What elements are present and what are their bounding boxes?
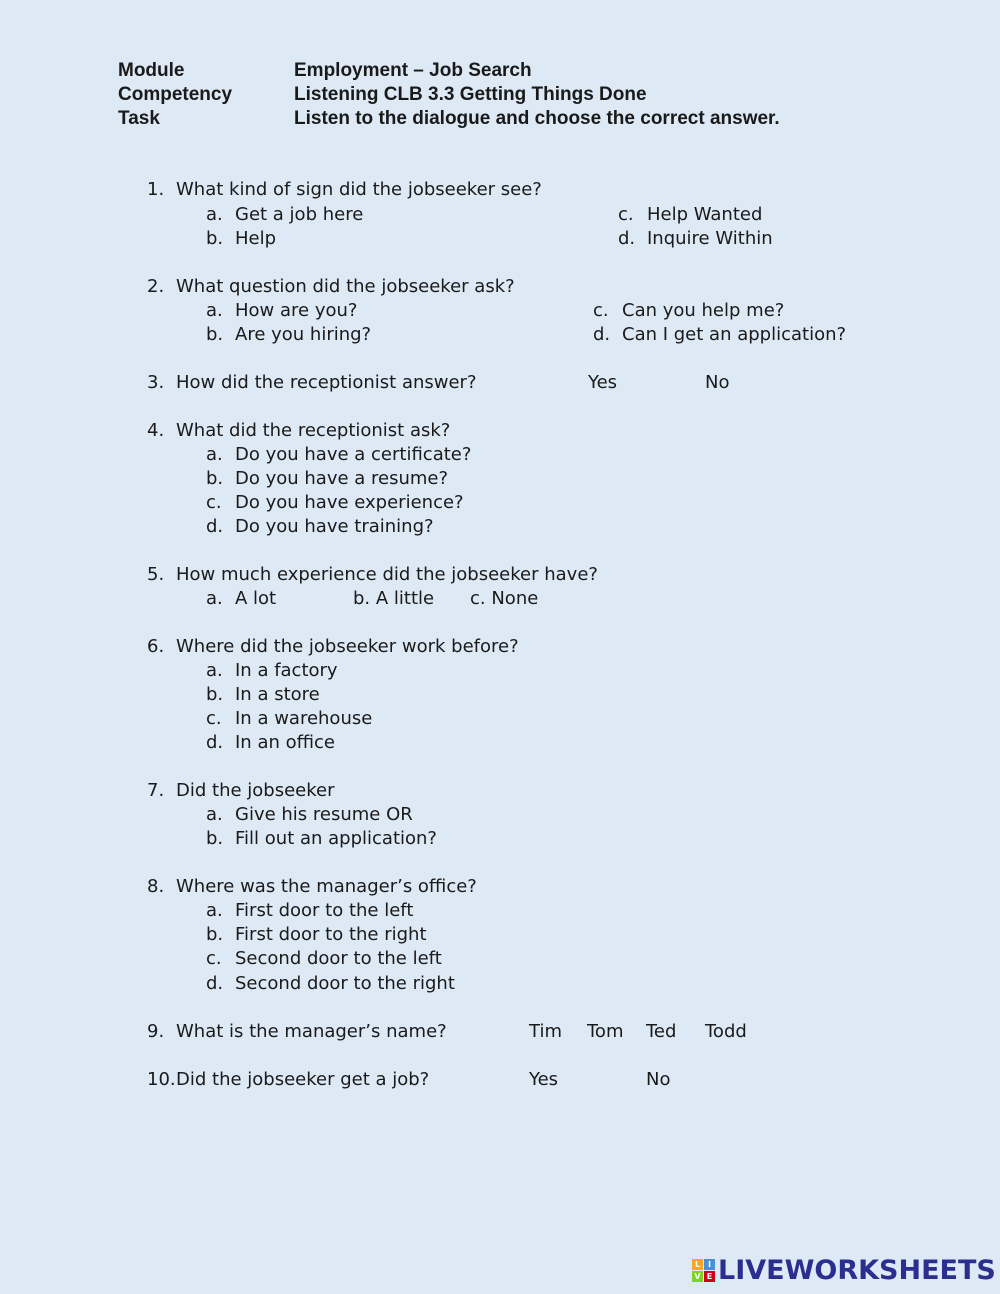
- option-letter: b.: [206, 324, 224, 345]
- option-letter: a.: [206, 660, 223, 681]
- option-letter: a.: [206, 300, 223, 321]
- option-letter: a.: [206, 804, 223, 825]
- option-letter: a.: [206, 204, 223, 225]
- option-letter: a.: [206, 900, 223, 921]
- logo-mark-icon: [692, 1259, 715, 1282]
- question-text: Did the jobseeker get a job?: [176, 1069, 430, 1090]
- option-text[interactable]: Yes: [588, 372, 618, 393]
- logo-mark-letter: V: [692, 1271, 703, 1282]
- question-number: 9.: [147, 1021, 165, 1042]
- liveworksheets-logo: [692, 1254, 996, 1286]
- option-letter: b.: [206, 228, 224, 249]
- competency-value: Listening CLB 3.3 Getting Things Done: [294, 84, 647, 105]
- question-number: 8.: [147, 876, 165, 897]
- module-value: Employment – Job Search: [294, 60, 532, 81]
- option-letter: d.: [618, 228, 636, 249]
- option-text[interactable]: A lot: [235, 588, 277, 609]
- option-letter: c.: [206, 948, 222, 969]
- question-number: 6.: [147, 636, 165, 657]
- logo-mark-letter: E: [704, 1271, 715, 1282]
- logo-text: LIVEWORKSHEETS: [718, 1254, 996, 1286]
- option-text[interactable]: Do you have training?: [235, 516, 434, 537]
- option-text[interactable]: Help Wanted: [647, 204, 763, 225]
- task-label: Task: [118, 108, 160, 129]
- option-text[interactable]: In a warehouse: [235, 708, 373, 729]
- option-letter: c.: [206, 708, 222, 729]
- question-number: 5.: [147, 564, 165, 585]
- question-text: What kind of sign did the jobseeker see?: [176, 179, 542, 200]
- option-text[interactable]: In a store: [235, 684, 320, 705]
- option-letter: d.: [206, 973, 224, 994]
- question-text: Where was the manager’s office?: [176, 876, 477, 897]
- question-number: 1.: [147, 179, 165, 200]
- logo-mark-letter: L: [692, 1259, 703, 1270]
- question-text: What question did the jobseeker ask?: [176, 276, 515, 297]
- question-number: 10.: [147, 1069, 176, 1090]
- question-text: How much experience did the jobseeker have?: [176, 564, 598, 585]
- option-text[interactable]: b. A little: [353, 588, 435, 609]
- question-number: 3.: [147, 372, 165, 393]
- option-letter: b.: [206, 468, 224, 489]
- option-text[interactable]: Second door to the left: [235, 948, 442, 969]
- option-text[interactable]: Tom: [587, 1021, 624, 1042]
- option-letter: c.: [593, 300, 609, 321]
- option-text[interactable]: Todd: [705, 1021, 747, 1042]
- question-text: Did the jobseeker: [176, 780, 335, 801]
- option-text[interactable]: Second door to the right: [235, 973, 455, 994]
- option-text[interactable]: Do you have a certificate?: [235, 444, 472, 465]
- question-text: What is the manager’s name?: [176, 1021, 447, 1042]
- option-letter: b.: [206, 828, 224, 849]
- option-text[interactable]: First door to the left: [235, 900, 414, 921]
- option-letter: c.: [206, 492, 222, 513]
- option-text[interactable]: Are you hiring?: [235, 324, 372, 345]
- task-value: Listen to the dialogue and choose the correct answer.: [294, 108, 780, 129]
- option-letter: c.: [618, 204, 634, 225]
- option-text[interactable]: Yes: [529, 1069, 559, 1090]
- option-text[interactable]: Give his resume OR: [235, 804, 413, 825]
- option-text[interactable]: Inquire Within: [647, 228, 773, 249]
- question-number: 2.: [147, 276, 165, 297]
- option-letter: a.: [206, 444, 223, 465]
- competency-label: Competency: [118, 84, 233, 105]
- option-text[interactable]: Help: [235, 228, 277, 249]
- option-letter: d.: [206, 516, 224, 537]
- question-text: Where did the jobseeker work before?: [176, 636, 519, 657]
- option-text[interactable]: Get a job here: [235, 204, 364, 225]
- question-text: How did the receptionist answer?: [176, 372, 477, 393]
- option-text[interactable]: c. None: [470, 588, 539, 609]
- option-text[interactable]: Do you have experience?: [235, 492, 464, 513]
- option-text[interactable]: How are you?: [235, 300, 358, 321]
- option-letter: d.: [206, 732, 224, 753]
- option-letter: b.: [206, 924, 224, 945]
- option-text[interactable]: No: [646, 1069, 671, 1090]
- option-text[interactable]: In an office: [235, 732, 335, 753]
- option-text[interactable]: Ted: [646, 1021, 677, 1042]
- question-number: 7.: [147, 780, 165, 801]
- option-letter: b.: [206, 684, 224, 705]
- option-letter: a.: [206, 588, 223, 609]
- module-label: Module: [118, 60, 185, 81]
- option-text[interactable]: Do you have a resume?: [235, 468, 449, 489]
- option-text[interactable]: Can you help me?: [622, 300, 785, 321]
- option-text[interactable]: Fill out an application?: [235, 828, 437, 849]
- option-letter: d.: [593, 324, 611, 345]
- option-text[interactable]: Can I get an application?: [622, 324, 847, 345]
- question-number: 4.: [147, 420, 165, 441]
- option-text[interactable]: Tim: [529, 1021, 562, 1042]
- option-text[interactable]: In a factory: [235, 660, 338, 681]
- question-text: What did the receptionist ask?: [176, 420, 451, 441]
- option-text[interactable]: First door to the right: [235, 924, 427, 945]
- logo-mark-letter: I: [704, 1259, 715, 1270]
- option-text[interactable]: No: [705, 372, 730, 393]
